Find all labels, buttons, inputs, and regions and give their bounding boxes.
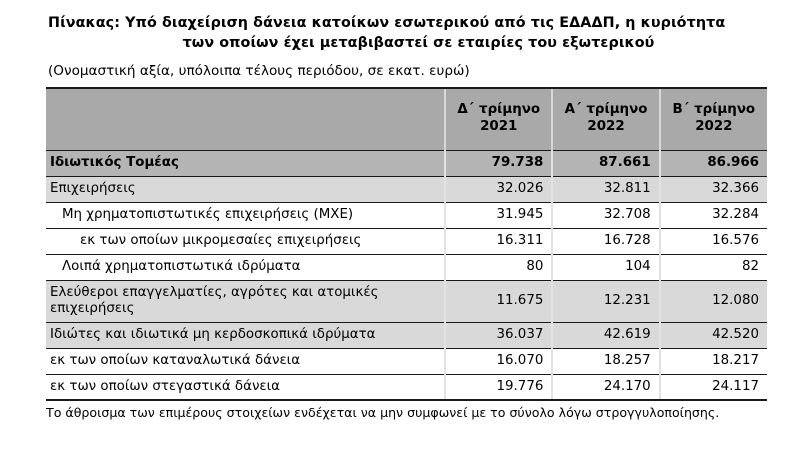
column-header-q4-2021: [445, 88, 552, 150]
table-row: [46, 176, 767, 202]
column-header-year: 2022: [695, 118, 733, 134]
row-value: 32.811: [552, 176, 659, 202]
column-header-q2-2022: [660, 88, 767, 150]
row-value: 11.675: [445, 280, 552, 322]
row-value: 24.117: [660, 374, 767, 400]
table-row: [46, 254, 767, 280]
row-value: 79.738: [445, 150, 552, 176]
row-value: 36.037: [445, 322, 552, 348]
row-label: εκ των οποίων μικρομεσαίες επιχειρήσεις: [46, 228, 445, 254]
row-value: 16.728: [552, 228, 659, 254]
row-value: 104: [552, 254, 659, 280]
table-header: [46, 88, 767, 150]
row-value: 80: [445, 254, 552, 280]
title-block: [0, 0, 809, 80]
row-value: 42.520: [660, 322, 767, 348]
row-value: 32.366: [660, 176, 767, 202]
table-row: [46, 150, 767, 176]
table-row: [46, 228, 767, 254]
row-value: 18.217: [660, 348, 767, 374]
column-header-quarter: Β´ τρίμηνο: [672, 101, 756, 117]
table-row: [46, 374, 767, 400]
table-row: [46, 322, 767, 348]
row-value: 16.070: [445, 348, 552, 374]
table-body: [46, 150, 767, 400]
data-table: [46, 87, 767, 401]
table-container: [0, 80, 809, 401]
row-label: Ιδιωτικός Τομέας: [46, 150, 445, 176]
page-subtitle: (Ονομαστική αξία, υπόλοιπα τέλους περιόδου, σε εκατ. ευρώ): [48, 63, 470, 79]
table-row: [46, 280, 767, 322]
footnote-text: Το άθροισμα των επιμέρους στοιχείων ενδέχεται να μην συμφωνεί με το σύνολο λόγω στρογγυλοποίησης.: [46, 405, 720, 420]
column-header-label: [46, 88, 445, 150]
row-value: 19.776: [445, 374, 552, 400]
column-header-quarter: Α´ τρίμηνο: [564, 101, 648, 117]
row-value: 32.708: [552, 202, 659, 228]
column-header-year: 2022: [587, 118, 625, 134]
row-label: Λοιπά χρηματοπιστωτικά ιδρύματα: [46, 254, 445, 280]
column-header-year: 2021: [480, 118, 518, 134]
row-value: 86.966: [660, 150, 767, 176]
row-value: 82: [660, 254, 767, 280]
row-value: 31.945: [445, 202, 552, 228]
table-row: [46, 348, 767, 374]
table-footnote: [0, 401, 809, 421]
column-header-q1-2022: [552, 88, 659, 150]
row-value: 16.311: [445, 228, 552, 254]
row-value: 12.231: [552, 280, 659, 322]
row-label: Επιχειρήσεις: [46, 176, 445, 202]
page-title-line-2: των οποίων έχει μεταβιβαστεί σε εταιρίες του εξωτερικού: [182, 35, 655, 51]
row-value: 24.170: [552, 374, 659, 400]
row-label: Ιδιώτες και ιδιωτικά μη κερδοσκοπικά ιδρύματα: [46, 322, 445, 348]
row-label: Ελεύθεροι επαγγελματίες, αγρότες και ατομικές επιχειρήσεις: [46, 280, 445, 322]
table-header-row: [46, 88, 767, 150]
column-header-quarter: Δ´ τρίμηνο: [457, 101, 541, 117]
table-row: [46, 202, 767, 228]
row-value: 87.661: [552, 150, 659, 176]
row-value: 16.576: [660, 228, 767, 254]
row-label: εκ των οποίων στεγαστικά δάνεια: [46, 374, 445, 400]
row-value: 12.080: [660, 280, 767, 322]
row-value: 18.257: [552, 348, 659, 374]
row-label: εκ των οποίων καταναλωτικά δάνεια: [46, 348, 445, 374]
row-label: Μη χρηματοπιστωτικές επιχειρήσεις (ΜΧΕ): [46, 202, 445, 228]
page-title-line-1: Πίνακας: Υπό διαχείριση δάνεια κατοίκων εσωτερικού από τις ΕΔΑΔΠ, η κυριότητα: [48, 15, 726, 31]
row-value: 42.619: [552, 322, 659, 348]
row-value: 32.284: [660, 202, 767, 228]
row-value: 32.026: [445, 176, 552, 202]
